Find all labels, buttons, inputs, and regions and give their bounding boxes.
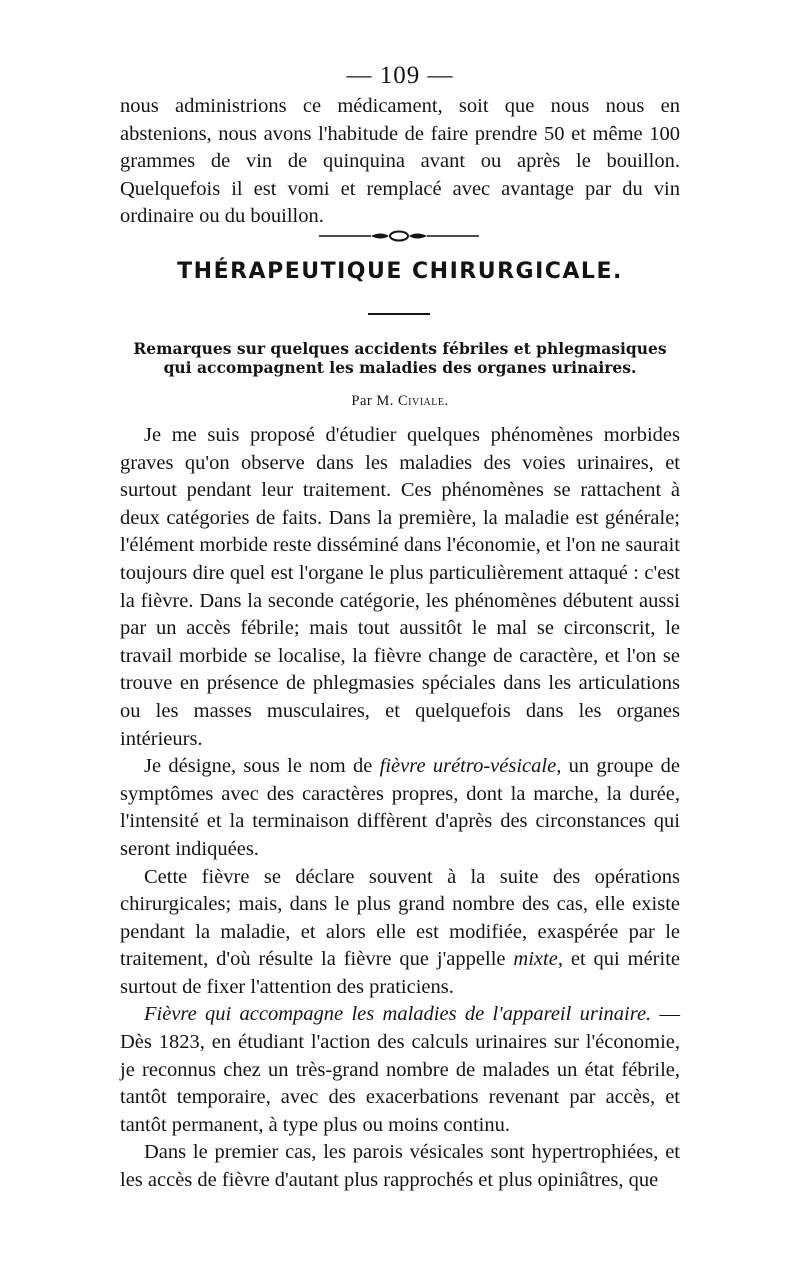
paragraph-4 bbox=[120, 1001, 680, 1139]
article-body bbox=[120, 422, 680, 1195]
title-divider bbox=[368, 313, 430, 315]
article-subtitle: Remarques sur quelques accidents fébriles et phlegmasiques qui accompagnent les maladies des organes urinaires. bbox=[133, 339, 667, 377]
paragraph-5: Dans le premier cas, les parois vésicales sont hypertrophiées, et les accès de fièvre d'autant plus rapprochés et plus opiniâtres, que bbox=[120, 1141, 680, 1192]
intro-paragraph-block bbox=[120, 93, 680, 231]
paragraph-3-end: , et qui mérite surtout de fixer l'attention des praticiens. bbox=[120, 948, 680, 998]
paragraph-3-term: mixte bbox=[513, 948, 558, 971]
page-number: — 109 — bbox=[346, 62, 454, 89]
byline bbox=[0, 393, 800, 410]
paragraph-2 bbox=[120, 753, 680, 863]
intro-paragraph: nous administrions ce médicament, soit que nous nous en abstenions, nous avons l'habitude de faire prendre 50 et même 100 grammes de vin de quinquina avant ou après le bouillon. Quelquefois il est vomi et remplacé avec avantage par du vin ordinaire ou du bouillon. bbox=[120, 95, 680, 228]
paragraph-1: Je me suis proposé d'étudier quelques phénomènes morbides graves qu'on observe dans les maladies des voies urinaires, et surtout pendant leur traitement. Ces phénomènes se rattachent à deux catégories de faits. Dans la première, la maladie est générale; l'élément morbide reste disséminé dans l'économie, et l'on ne saurait toujours dire quel est l'organe le plus particulièrement attaqué : c'est la fièvre. Dans la seconde catégorie, les phénomènes débutent aussi par un accès fébrile; mais tout aussitôt le mal se circonscrit, le travail morbide se localise, la fièvre change de caractère, et l'on se trouve en présence de phlegmasies spéciales dans les articulations ou les masses musculaires, et quelquefois dans les organes intérieurs. bbox=[120, 424, 680, 750]
paragraph-2-term: fièvre urétro-vésicale bbox=[379, 755, 557, 778]
paragraph-4-text: — Dès 1823, en étudiant l'action des calculs urinaires sur l'économie, je reconnus chez un très-grand nombre de malades un état fébrile, tantôt temporaire, avec des exacerbations revenant par accès, et tantôt permanent, à type plus ou moins continu. bbox=[120, 1003, 680, 1136]
paragraph-3-start: Cette fièvre se déclare souvent à la suite des opérations chirurgicales; mais, dans le plus grand nombre des cas, elle existe pendant la maladie, et alors elle est modifiée, exaspérée par le traitement, d'où résulte la fièvre que j'appelle bbox=[120, 865, 680, 971]
paragraph-2-end: , un groupe de symptômes avec des caractères propres, dont la marche, la durée, l'intensité et la terminaison diffèrent d'après des circonstances qui seront indiquées. bbox=[120, 755, 680, 860]
decorative-rule-ornament-icon bbox=[319, 228, 479, 244]
paragraph-2-start: Je désigne, sous le nom de bbox=[144, 755, 380, 778]
byline-author: M. Civiale. bbox=[376, 393, 449, 409]
section-title: THÉRAPEUTIQUE CHIRURGICALE. bbox=[177, 259, 623, 284]
paragraph-3 bbox=[120, 864, 680, 1002]
paragraph-4-heading: Fièvre qui accompagne les maladies de l'appareil urinaire. bbox=[144, 1003, 652, 1026]
byline-prefix: Par bbox=[351, 393, 373, 409]
